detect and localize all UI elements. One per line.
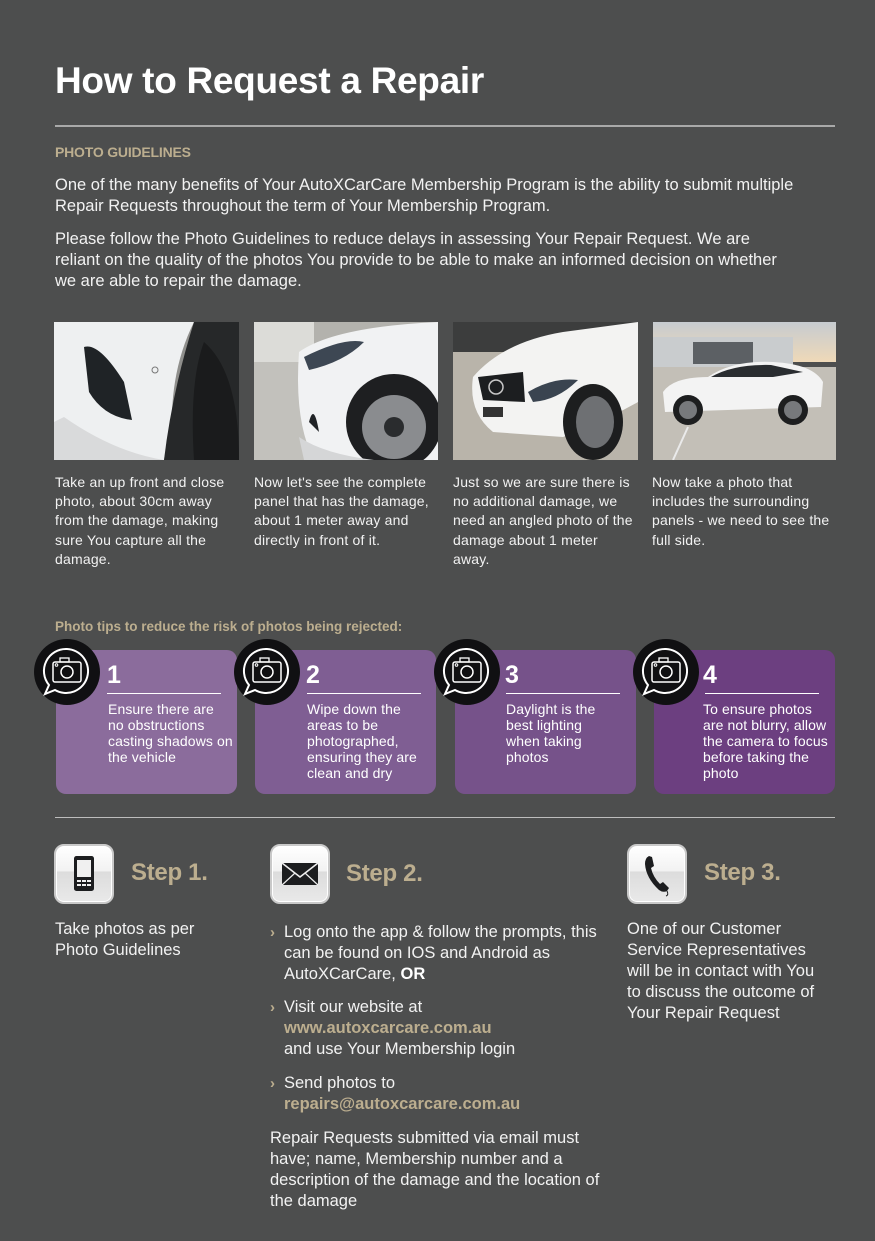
- chevron-right-icon: ›: [270, 999, 275, 1016]
- telephone-handset-icon: [627, 844, 687, 904]
- envelope-icon: [270, 844, 330, 904]
- bullet-emphasis: OR: [400, 965, 426, 983]
- chevron-right-icon: ›: [270, 1075, 275, 1092]
- camera-speech-bubble-icon: [34, 639, 100, 705]
- step-3-text: One of our Customer Service Representatives will be in contact with You to discuss the outcome of Your Repair Request: [627, 920, 815, 1022]
- bullet-text: Visit our website at: [284, 998, 423, 1016]
- tip-number-3: 3: [505, 661, 519, 689]
- camera-speech-bubble-icon: [234, 639, 300, 705]
- tip-divider: [107, 693, 221, 694]
- section-label-photo-guidelines: PHOTO GUIDELINES: [55, 144, 191, 160]
- photo-angled-view: [453, 322, 638, 460]
- tips-label: Photo tips to reduce the risk of photos being rejected:: [55, 619, 403, 634]
- photo-caption-2: Now let's see the complete panel that has the damage, about 1 meter away and directly in front of it.: [254, 474, 429, 548]
- step-2-title: Step 2.: [346, 860, 423, 887]
- section-divider: [55, 817, 835, 818]
- chevron-right-icon: ›: [270, 924, 275, 941]
- step-1-text: Take photos as per Photo Guidelines: [55, 920, 195, 959]
- step-2-bullet-email: [270, 1073, 600, 1115]
- photo-complete-panel: [254, 322, 438, 460]
- bullet-text-after: and use Your Membership login: [284, 1040, 516, 1058]
- photo-caption-3: Just so we are sure there is no additional damage, we need an angled photo of the damage about 1 meter away.: [453, 474, 633, 567]
- photo-full-side: [653, 322, 836, 460]
- camera-speech-bubble-icon: [633, 639, 699, 705]
- tip-number-4: 4: [703, 661, 717, 689]
- tip-text-3: Daylight is the best lighting when taking photos: [506, 701, 596, 765]
- step-2-bullet-app: [270, 922, 600, 985]
- step-2-note: Repair Requests submitted via email must have; name, Membership number and a description of the damage and the location of the damage: [270, 1129, 600, 1210]
- header-divider: [55, 125, 835, 127]
- step-2-bullet-website: [270, 997, 600, 1060]
- tip-divider: [705, 693, 819, 694]
- photo-closeup-damage: [54, 322, 239, 460]
- page-title: How to Request a Repair: [55, 60, 484, 101]
- website-link[interactable]: www.autoxcarcare.com.au: [284, 1019, 492, 1037]
- tip-number-1: 1: [107, 661, 121, 689]
- bullet-text: Send photos to: [284, 1074, 396, 1092]
- tip-divider: [506, 693, 620, 694]
- photo-caption-1: Take an up front and close photo, about 30cm away from the damage, making sure You capture all the damage.: [55, 474, 225, 567]
- intro-paragraph-1: One of the many benefits of Your AutoXCarCare Membership Program is the ability to submit multiple Repair Requests throughout the term of Your Membership Program.: [55, 176, 794, 215]
- tip-text-2: Wipe down the areas to be photographed, ensuring they are clean and dry: [307, 701, 417, 781]
- photo-caption-4: Now take a photo that includes the surrounding panels - we need to see the full side.: [652, 474, 830, 548]
- mobile-phone-icon: [54, 844, 114, 904]
- email-link[interactable]: repairs@autoxcarcare.com.au: [284, 1095, 521, 1113]
- camera-speech-bubble-icon: [434, 639, 500, 705]
- tip-text-1: Ensure there are no obstructions casting shadows on the vehicle: [108, 701, 233, 765]
- bullet-text: Log onto the app & follow the prompts, this can be found on IOS and Android as AutoXCarCare,: [284, 923, 597, 983]
- step-3-title: Step 3.: [704, 859, 781, 886]
- tip-number-2: 2: [306, 661, 320, 689]
- tip-text-4: To ensure photos are not blurry, allow the camera to focus before taking the photo: [703, 701, 828, 781]
- step-1-title: Step 1.: [131, 859, 208, 886]
- tip-divider: [307, 693, 421, 694]
- intro-paragraph-2: Please follow the Photo Guidelines to reduce delays in assessing Your Repair Request. We are reliant on the quality of the photos You provide to be able to make an informed decision on whether we are able to repair the damage.: [55, 230, 777, 290]
